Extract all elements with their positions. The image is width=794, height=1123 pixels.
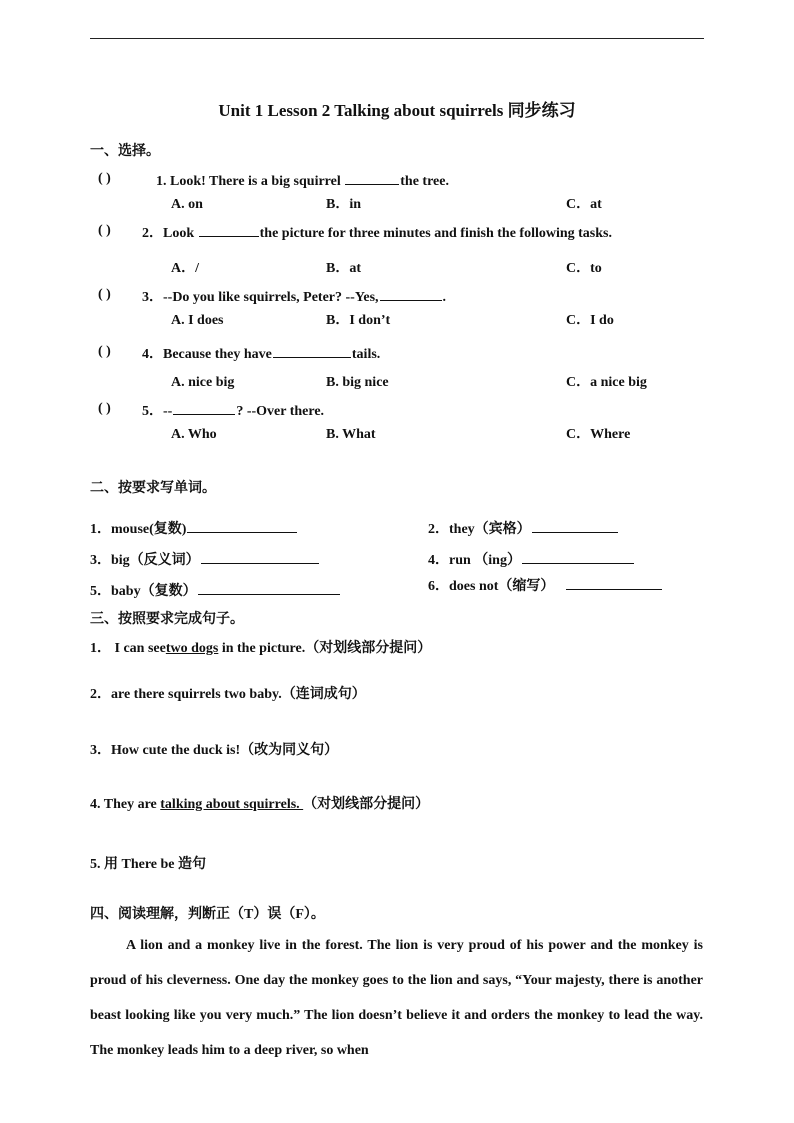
question-1: 1. Look! There is a big squirrel the tree.	[156, 174, 449, 189]
sentence-5: 5. 用 There be 造句	[90, 857, 207, 872]
section1-heading: 一、选择。	[90, 144, 160, 159]
answer-blank[interactable]	[187, 520, 297, 533]
option-b: B．in	[326, 197, 362, 212]
question-4: 4．Because they have tails.	[142, 347, 381, 362]
sentence-1: 1． I can seetwo dogs in the picture.（对划线部分提问）	[90, 641, 432, 656]
option-a: A. nice big	[171, 375, 235, 390]
section3-heading: 三、按照要求完成句子。	[90, 612, 244, 627]
answer-blank[interactable]	[566, 577, 662, 590]
option-c: C．at	[566, 197, 602, 212]
answer-blank[interactable]	[522, 551, 634, 564]
question-3: 3．--Do you like squirrels, Peter? --Yes, .	[142, 290, 447, 305]
reading-passage: A lion and a monkey live in the forest. The lion is very proud of his power and the monkey is proud of his cleverness. One day the monkey goes to the lion and says, “Your majesty, there is another beast looking like you very much.” The lion doesn’t believe it and orders the monkey to lead the way. The monkey leads him to a deep river, so when	[90, 938, 703, 1058]
answer-blank[interactable]	[380, 288, 442, 301]
answer-blank[interactable]	[198, 582, 340, 595]
word-item-1: 1．mouse(复数)	[90, 520, 298, 537]
option-c: C．to	[566, 261, 602, 276]
answer-paren[interactable]: ( )	[98, 171, 111, 186]
word-item-3: 3．big（反义词）	[90, 551, 320, 568]
answer-paren[interactable]: ( )	[98, 344, 111, 359]
page-title: Unit 1 Lesson 2 Talking about squirrels 同步练习	[218, 101, 576, 120]
option-a: A. I does	[171, 313, 224, 328]
option-a: A. on	[171, 197, 203, 212]
word-item-6: 6．does not（缩写）	[428, 577, 663, 594]
section2-heading: 二、按要求写单词。	[90, 481, 216, 496]
answer-blank[interactable]	[201, 551, 319, 564]
answer-blank[interactable]	[532, 520, 618, 533]
word-item-5: 5．baby（复数）	[90, 582, 341, 599]
sentence-2: 2．are there squirrels two baby.（连词成句）	[90, 687, 366, 702]
question-2: 2．Look the picture for three minutes and finish the following tasks.	[142, 226, 612, 241]
question-5: 5．-- ? --Over there.	[142, 404, 325, 419]
section4-heading: 四、阅读理解，判断正（T）误（F）。	[90, 907, 325, 922]
answer-paren[interactable]: ( )	[98, 223, 111, 238]
word-item-4: 4．run （ing）	[428, 551, 635, 568]
answer-blank[interactable]	[199, 224, 259, 237]
option-a: A. Who	[171, 427, 217, 442]
option-b: B．I don’t	[326, 313, 391, 328]
word-item-2: 2．they（宾格）	[428, 520, 619, 537]
sentence-4: 4. They are talking about squirrels. （对划线部分提问）	[90, 797, 430, 812]
header-rule	[90, 38, 704, 39]
sentence-3: 3．How cute the duck is!（改为同义句）	[90, 743, 339, 758]
option-a: A．/	[171, 261, 199, 276]
option-b: B. What	[326, 427, 376, 442]
option-b: B．at	[326, 261, 361, 276]
answer-blank[interactable]	[273, 345, 351, 358]
answer-blank[interactable]	[173, 402, 235, 415]
option-c: C．Where	[566, 427, 631, 442]
answer-paren[interactable]: ( )	[98, 287, 111, 302]
answer-paren[interactable]: ( )	[98, 401, 111, 416]
option-c: C．a nice big	[566, 375, 647, 390]
option-b: B. big nice	[326, 375, 389, 390]
answer-blank[interactable]	[345, 172, 399, 185]
option-c: C．I do	[566, 313, 614, 328]
